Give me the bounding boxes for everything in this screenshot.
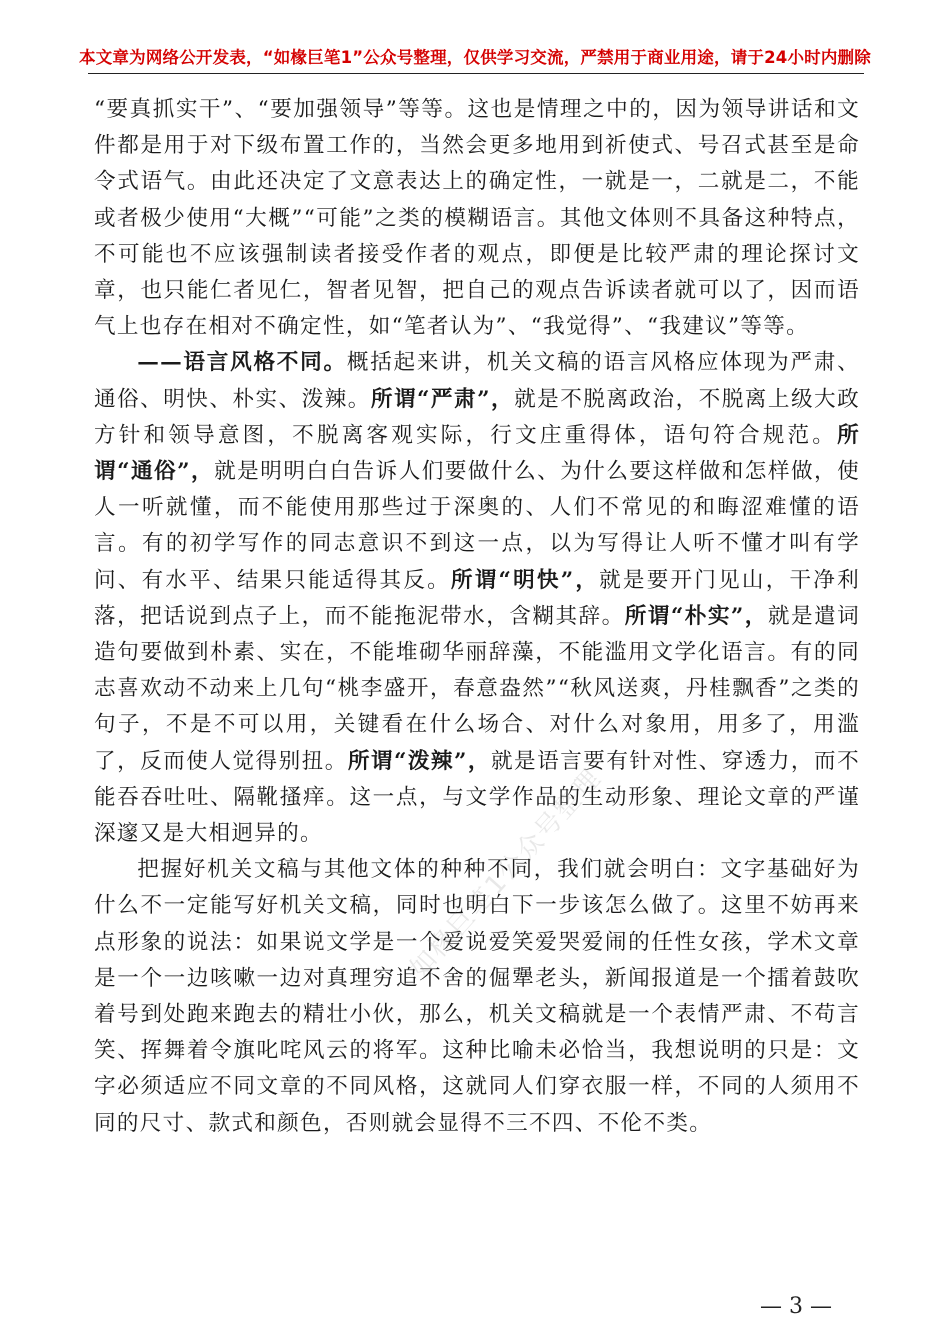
term-mingkuai: 所谓“明快”， — [450, 567, 600, 593]
term-yansu: 所谓“严肃”， — [370, 386, 515, 412]
paragraph-text: 把握好机关文稿与其他文体的种种不同，我们就会明白：文字基础好为什么不一定能写好机关文稿，同时也明白下一步该怎么做了。这里不妨再来点形象的说法：如果说文学是一个爱说爱笑爱哭爱闹的任性女孩，学术文章是一个一边咳嗽一边对真理穷追不舍的倔犟老头，新闻报道是一个擂着鼓吹着号到处跑来跑去的精壮小伙，那么，机关文稿就是一个表情严肃、不苟言笑、挥舞着令旗叱咤风云的将军。这种比喻未必恰当，我想说明的只是：文字必须适应不同文章的不同风格，这就同人们穿衣服一样，不同的人须用不同的尺寸、款式和颜色，否则就会显得不三不四、不伦不类。 — [94, 857, 860, 1136]
paragraph-text: 就是语言要有针对性、穿透力，而不能吞吞吐吐、隔靴搔痒。这一点，与文学作品的生动形象、理论文章的严谨深邃又是大相迥异的。 — [94, 748, 860, 847]
term-pushi: 所谓“朴实”， — [624, 603, 768, 629]
paragraph-text: 概括起来讲，机关文稿的语言风格应体现为严肃、通俗、明快、朴实、泼辣。 — [94, 350, 860, 412]
section-heading: ——语言风格不同。 — [137, 350, 347, 376]
page-number: — 3 — — [760, 1294, 832, 1319]
term-tongsu: 所谓“通俗”， — [94, 422, 860, 485]
paragraph-1 — [94, 92, 860, 345]
term-pola: 所谓“泼辣”， — [347, 748, 491, 774]
watermark: 如椽巨笔1公众号整理 — [404, 762, 608, 985]
header-divider — [88, 73, 864, 74]
header-notice: 本文章为网络公开发表，“如椽巨笔1”公众号整理，仅供学习交流，严禁用于商业用途，请于24小时内删除 — [79, 48, 871, 67]
paragraph-text: 就是遣词造句要做到朴素、实在，不能堆砌华丽辞藻，不能滥用文学化语言。有的同志喜欢动不动来上几句“桃李盛开，春意盎然”“秋风送爽，丹桂飘香”之类的句子，不是不可以用，关键看在什么场合、对什么对象用，用多了，用滥了，反而使人觉得别扭。 — [94, 603, 860, 774]
paragraph-text: 就是不脱离政治，不脱离上级大政方针和领导意图，不脱离客观实际，行文庄重得体，语句符合规范。 — [94, 386, 860, 448]
document-body — [94, 92, 860, 1142]
paragraph-3 — [94, 852, 860, 1142]
paragraph-text: 就是要开门见山，干净利落，把话说到点子上，而不能拖泥带水，含糊其辞。 — [94, 567, 860, 629]
paragraph-text: 就是明明白白告诉人们要做什么、为什么要这样做和怎样做，使人一听就懂，而不能使用那些过于深奥的、人们不常见的和晦涩难懂的语言。有的初学写作的同志意识不到这一点，以为写得让人听不懂才叫有学问、有水平、结果只能适得其反。 — [94, 459, 860, 593]
paragraph-text: “要真抓实干”、“要加强领导”等等。这也是情理之中的，因为领导讲话和文件都是用于对下级布置工作的，当然会更多地用到祈使式、号召式甚至是命令式语气。由此还决定了文意表达上的确定性，一就是一，二就是二，不能或者极少使用“大概”“可能”之类的模糊语言。其他文体则不具备这种特点，不可能也不应该强制读者接受作者的观点，即便是比较严肃的理论探讨文章，也只能仁者见仁，智者见智，把自己的观点告诉读者就可以了，因而语气上也存在相对不确定性，如“笔者认为”、“我觉得”、“我建议”等等。 — [94, 97, 860, 340]
paragraph-2 — [94, 345, 860, 852]
